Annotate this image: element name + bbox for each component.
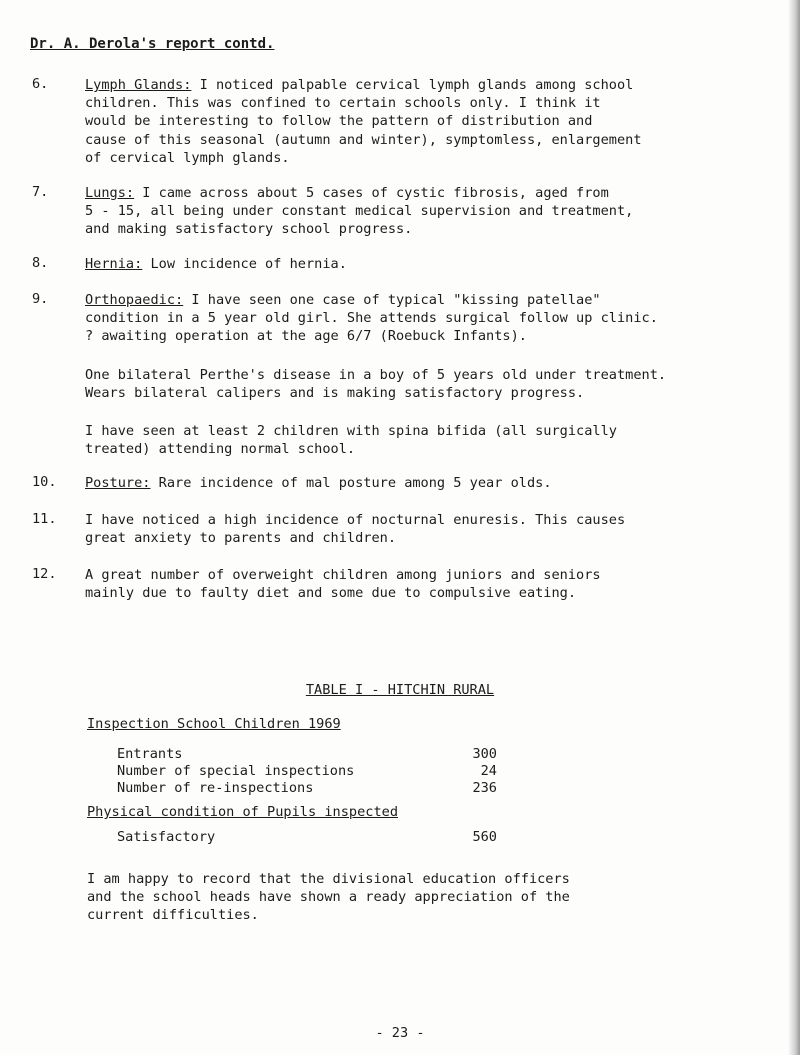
item-enuresis <box>32 511 782 547</box>
item-heading: Orthopaedic: <box>85 292 184 308</box>
item-orthopaedic <box>32 291 782 346</box>
item-heading: Lungs: <box>85 185 135 201</box>
orthopaedic-spina-bifida: I have seen at least 2 children with spina bifida (all surgically treated) attending normal school. <box>85 423 617 458</box>
item-text: Low incidence of hernia. <box>142 256 347 272</box>
item-heading: Posture: <box>85 475 151 491</box>
item-text: Rare incidence of mal posture among 5 year olds. <box>150 475 552 491</box>
item-text: I have seen one case of typical "kissing patellae" condition in a 5 year old girl. She attends surgical follow up clinic. ? awaiting operation at the age 6/7 (Roebuck Infants). <box>85 292 658 345</box>
item-text: I came across about 5 cases of cystic fibrosis, aged from 5 - 15, all being under constant medical supervision and treatment, and making satisfactory school progress. <box>85 185 634 238</box>
inspection-row-special <box>117 763 497 779</box>
row-value: 24 <box>480 763 497 779</box>
orthopaedic-perthes: One bilateral Perthe's disease in a boy of 5 years old under treatment. Wears bilateral calipers and is making satisfactory progress. <box>85 367 667 402</box>
item-lungs <box>32 184 782 239</box>
item-number: 9. <box>32 291 49 307</box>
item-hernia <box>32 255 782 273</box>
report-header: Dr. A. Derola's report contd. <box>30 36 275 52</box>
item-text: I have noticed a high incidence of nocturnal enuresis. This causes great anxiety to parents and children. <box>85 512 626 547</box>
row-label: Number of special inspections <box>117 763 355 779</box>
page-edge-shadow <box>788 0 800 1055</box>
inspection-title: Inspection School Children 1969 <box>87 716 341 732</box>
physical-row-satisfactory <box>117 829 497 845</box>
physical-title: Physical condition of Pupils inspected <box>87 804 398 820</box>
item-number: 12. <box>32 566 57 582</box>
page-number: - 23 - <box>375 1025 425 1041</box>
row-value: 560 <box>472 829 497 845</box>
item-number: 10. <box>32 474 57 490</box>
item-heading: Hernia: <box>85 256 143 272</box>
item-number: 8. <box>32 255 49 271</box>
row-label: Satisfactory <box>117 829 216 845</box>
table-title: TABLE I - HITCHIN RURAL <box>305 682 495 698</box>
item-number: 11. <box>32 511 57 527</box>
row-label: Entrants <box>117 746 183 762</box>
row-value: 300 <box>472 746 497 762</box>
row-label: Number of re-inspections <box>117 780 314 796</box>
item-text: I noticed palpable cervical lymph glands among school children. This was confined to certain schools only. I think it would be interesting to follow the pattern of distribution and cause of this seasonal (autumn and winter), symptomless, enlargement of cervical lymph glands. <box>85 77 642 166</box>
row-value: 236 <box>472 780 497 796</box>
item-number: 7. <box>32 184 49 200</box>
item-heading: Lymph Glands: <box>85 77 192 93</box>
item-number: 6. <box>32 76 49 92</box>
inspection-row-entrants <box>117 746 497 762</box>
item-text: A great number of overweight children among juniors and seniors mainly due to faulty diet and some due to compulsive eating. <box>85 567 601 602</box>
inspection-row-reinspections <box>117 780 497 796</box>
item-overweight <box>32 566 782 602</box>
item-posture <box>32 474 782 492</box>
item-lymph-glands <box>32 76 782 167</box>
closing-paragraph: I am happy to record that the divisional education officers and the school heads have shown a ready appreciation of the current difficulties. <box>87 871 570 924</box>
